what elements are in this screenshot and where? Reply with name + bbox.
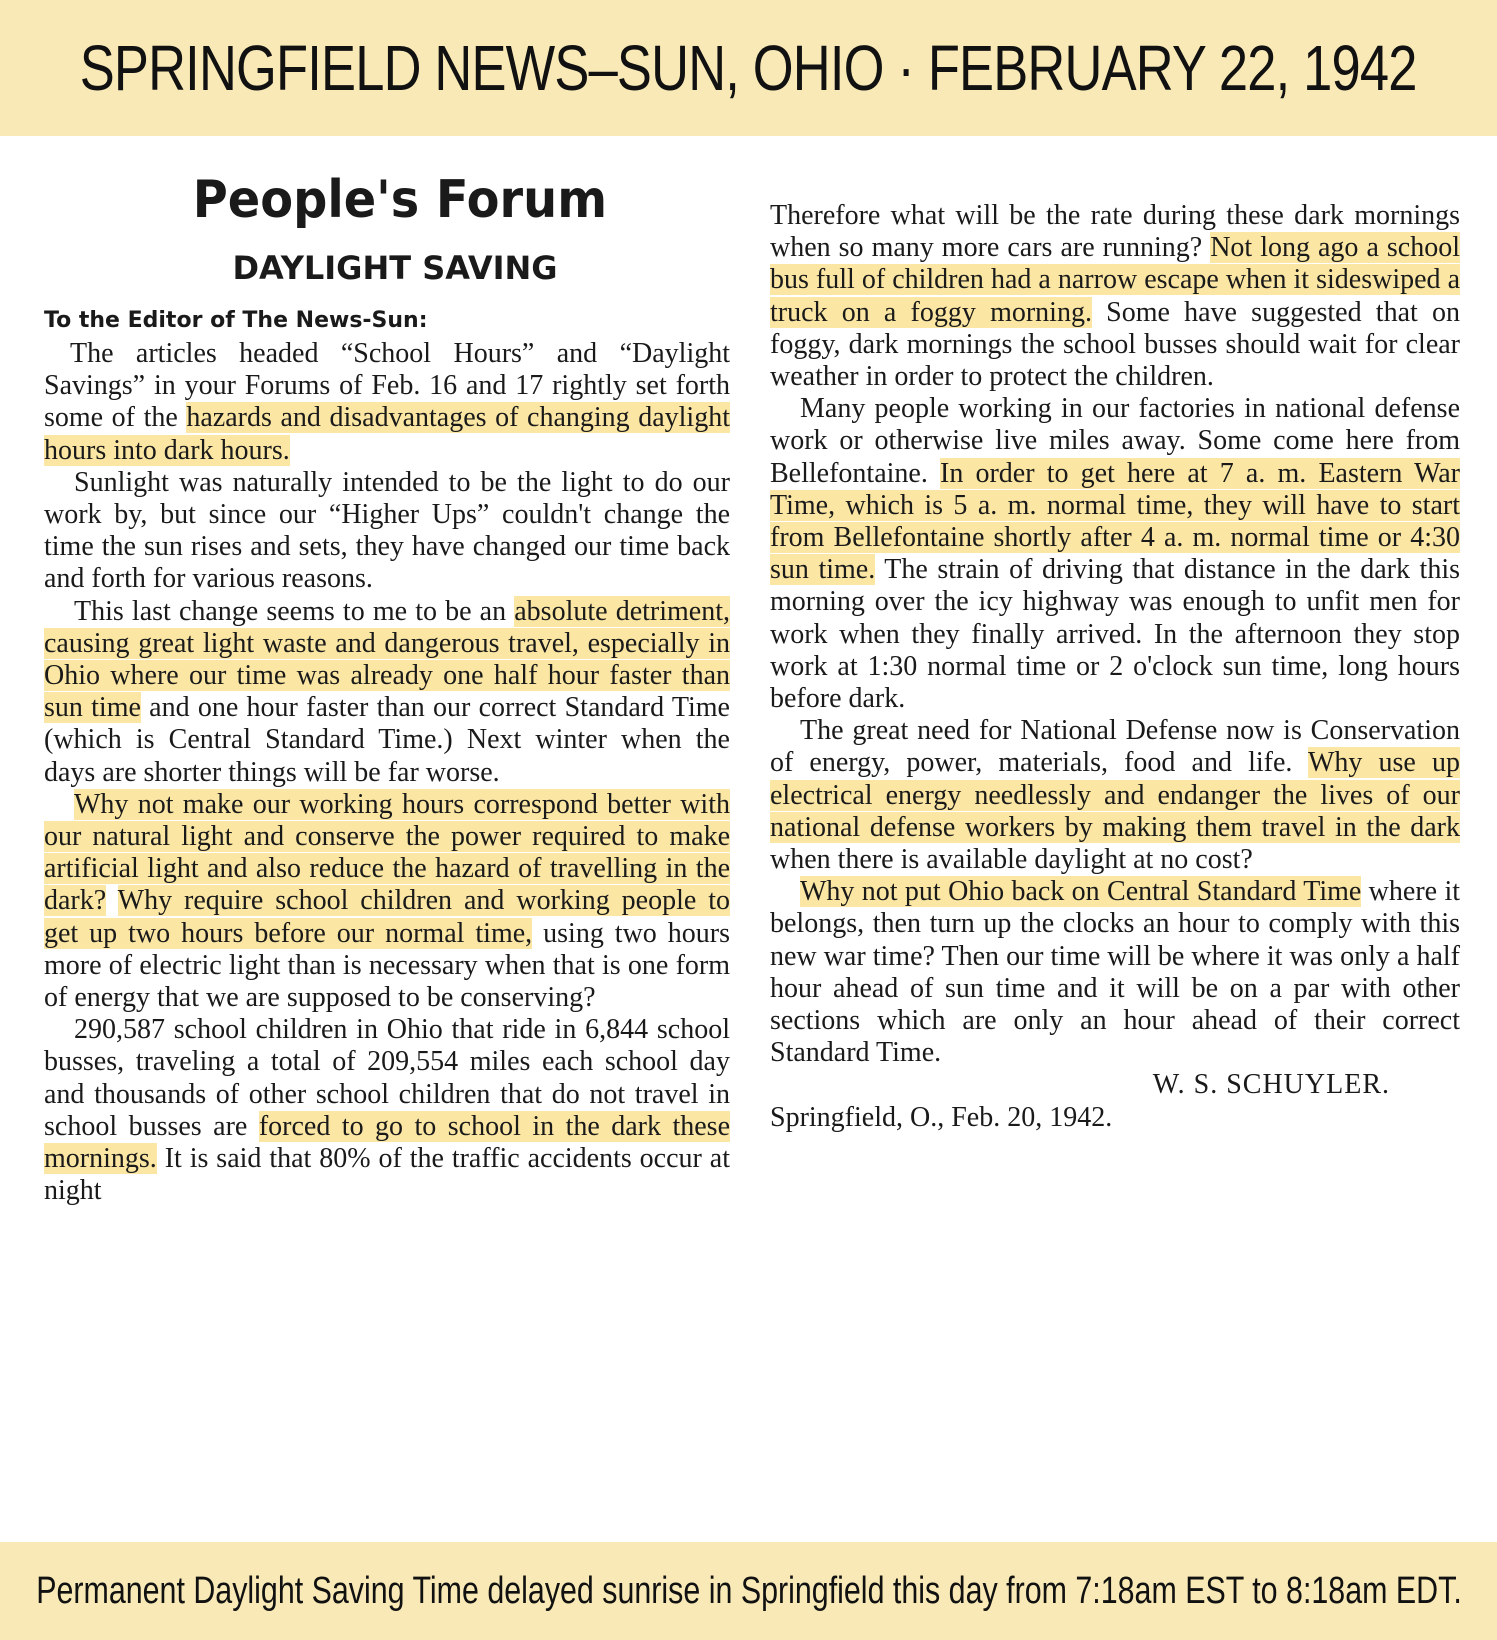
paragraph-text: and one hour faster than our correct Standard Time (which is Central Standard Time.) Next winter when the days are shorter things will be far worse. [44,692,730,788]
paragraph-4 [44,789,730,1014]
paragraph-text: using two hours more of electric light than is necessary when that is one form of energy that we are supposed to be conserving? [44,917,730,1014]
highlighted-text: Why not make our working hours correspond better with our natural light and conserve the power required to make artificial light and also reduce the hazard of travelling in the dark? [44,788,730,917]
paragraph-text: where it belongs, then turn up the clocks an hour to comply with this new war time? Then our time will be where it was only a half hour ahead of sun time and it will be on a par with other sections which are only an hour ahead of their correct Standard Time. [770,876,1460,1069]
paragraph-3 [44,596,730,789]
paragraph-1 [44,338,730,467]
highlighted-text: Why use up electrical energy needlessly and endanger the lives of our national defense workers by making them travel in the dark [770,747,1460,843]
paragraph-text: The strain of driving that distance in the dark this morning over the icy highway was enough to unfit men for work when they finally arrived. In the afternoon they stop work at 1:30 normal time or 2 o'clock sun time, long hours before dark. [770,554,1461,715]
highlighted-text: In order to get here at 7 a. m. Eastern War Time, which is 5 a. m. normal time, they will have to start from Bellefontaine shortly after 4 a. m. normal time or 4:30 sun time. [770,457,1461,586]
paragraph-text: Some have suggested that on foggy, dark mornings the school busses should wait for clear weather in order to protect the children. [770,296,1460,393]
paragraph-text: It is said that 80% of the traffic accidents occur at night [44,1143,730,1207]
highlighted-text: Not long ago a school bus full of children had a narrow escape when it sideswiped a truck on a foggy morning. [770,232,1460,328]
salutation: To the Editor of The News-Sun: [44,308,428,333]
dateline: Springfield, O., Feb. 20, 1942. [770,1101,1113,1133]
highlighted-text: hazards and disadvantages of changing daylight hours into dark hours. [44,402,730,466]
bottom-banner [0,1542,1497,1640]
article-headline: DAYLIGHT SAVING [232,249,558,287]
highlighted-text: Why not put Ohio back on Central Standard Time [800,876,1362,908]
highlighted-text: absolute detriment, causing great light waste and dangerous travel, especially in Ohio where our time was already one half hour faster than sun time [44,595,730,724]
right-column [770,200,1460,1134]
left-column [44,136,730,1207]
paragraph-6 [770,200,1460,393]
paragraph-text: Therefore what will be the rate during these dark mornings when so many more cars are running? [770,200,1460,264]
top-banner [0,0,1497,136]
paragraph-text: 290,587 school children in Ohio that ride in 6,844 school busses, traveling a total of 209,554 miles each school day and thousands of other school children that do not travel in school busses are [44,1014,730,1142]
banner-title: SPRINGFIELD NEWS–SUN, OHIO · FEBRUARY 22, 1942 [80,32,1417,104]
paragraph-7 [770,393,1460,715]
paragraph-text: This last change seems to me to be an [74,595,515,627]
banner-caption: Permanent Daylight Saving Time delayed sunrise in Springfield this day from 7:18am EST to 8:18am EDT. [35,1569,1462,1612]
paragraph-text: The great need for National Defense now is Conservation of energy, power, materials, food and life. [770,715,1460,779]
paragraph-9 [770,876,1460,1069]
paragraph-text: when there is available daylight at no cost? [770,844,1253,876]
paragraph-2: Sunlight was naturally intended to be the light to do our work by, but since our “Higher Ups” couldn't change the time the sun rises and sets, they have changed our time back and forth for various reasons. [44,466,730,595]
column-title: People's Forum [192,170,608,230]
paragraph-text: The articles headed “School Hours” and “Daylight Savings” in your Forums of Feb. 16 and 17 rightly set forth some of the [44,338,730,434]
paragraph-8 [770,715,1460,876]
author-signature: W. S. SCHUYLER. [1152,1069,1390,1101]
highlighted-text: forced to go to school in the dark these mornings. [44,1110,730,1175]
paragraph-text: Many people working in our factories in national defense work or otherwise live miles away. Some come here from Bellefontaine. [770,393,1460,489]
highlighted-text: Why require school children and working people to get up two hours before our normal time, [44,885,731,949]
newspaper-clipping [0,136,1497,1542]
paragraph-5 [44,1014,730,1207]
